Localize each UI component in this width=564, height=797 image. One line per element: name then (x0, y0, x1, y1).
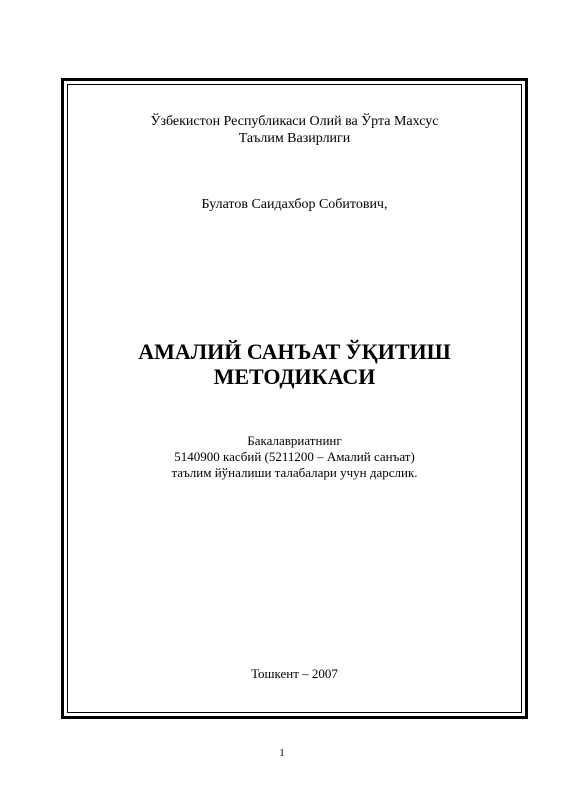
subtitle-line-1: Бакалавриатнинг (247, 433, 342, 448)
page-number: 1 (279, 747, 285, 759)
place-and-year: Тошкент – 2007 (251, 666, 338, 681)
subtitle-line-3: таълим йўналиши талабалари учун дарслик. (171, 464, 418, 480)
ministry-heading (61, 114, 528, 147)
book-title (61, 339, 528, 390)
book-subtitle (61, 433, 528, 481)
title-line-2: МЕТОДИКАСИ (213, 364, 376, 390)
page-border-inner (67, 84, 522, 713)
ministry-line-2: Таълим Вазирлиги (238, 130, 351, 146)
title-line-1: АМАЛИЙ САНЪАТ ЎҚИТИШ (138, 339, 451, 364)
ministry-line-1: Ўзбекистон Республикаси Олий ва Ўрта Махсус (150, 114, 439, 129)
author-name: Булатов Саидахбор Собитович, (201, 197, 388, 212)
subtitle-line-2: 5140900 касбий (5211200 – Амалий санъат) (174, 448, 415, 464)
page-border-frame (61, 78, 528, 719)
